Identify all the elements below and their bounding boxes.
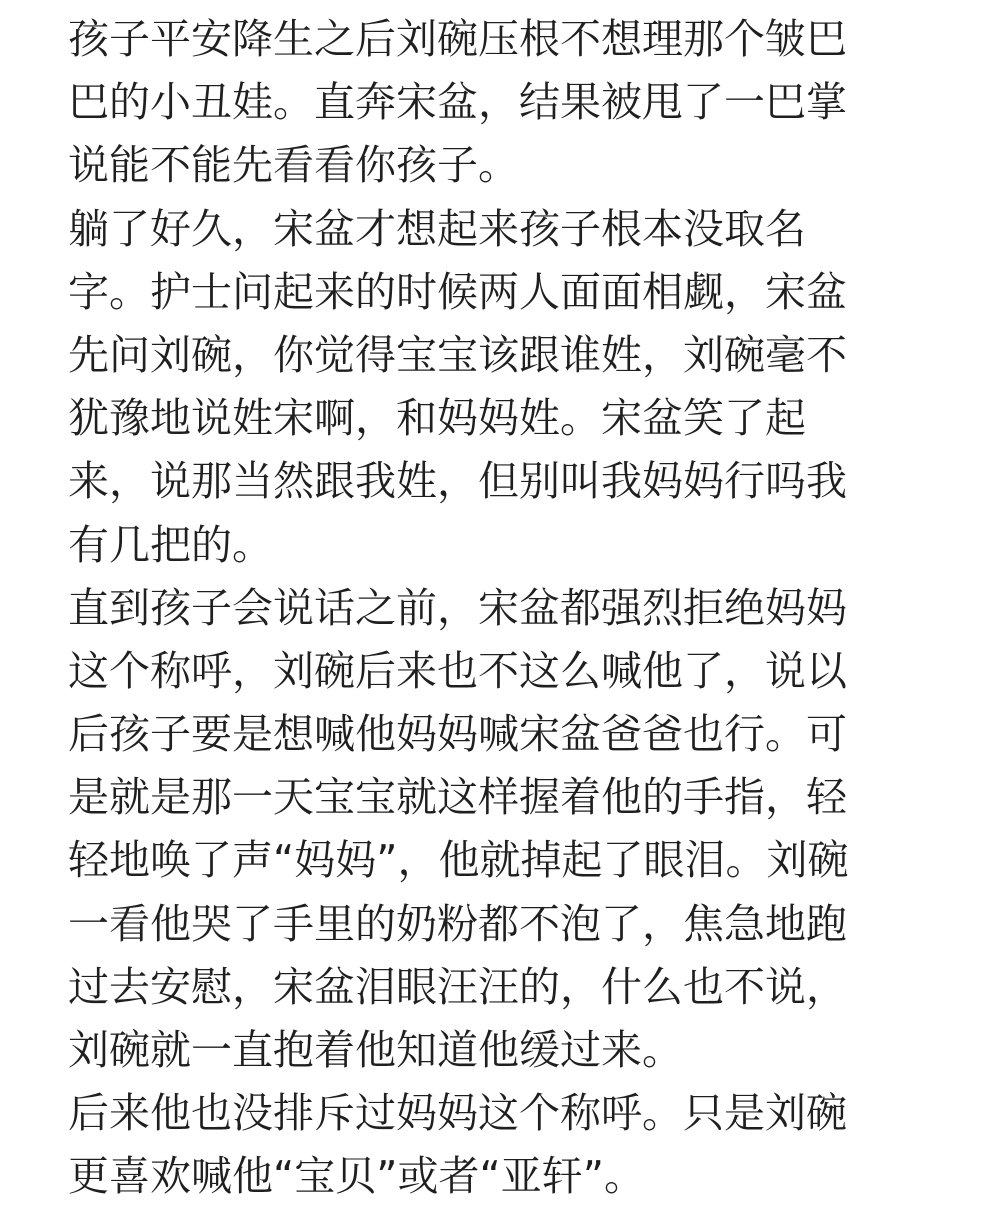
text-line: 巴的小丑娃。直奔宋盆，结果被甩了一巴掌 <box>68 78 847 127</box>
text-line: 是就是那一天宝宝就这样握着他的手指，轻 <box>68 773 847 822</box>
text-line: 来，说那当然跟我姓，但别叫我妈妈行吗我 <box>68 457 847 506</box>
text-line: 有几把的。 <box>68 520 273 569</box>
text-line: 先问刘碗，你觉得宝宝该跟谁姓，刘碗毫不 <box>68 330 847 379</box>
text-line: 一看他哭了手里的奶粉都不泡了，焦急地跑 <box>68 899 847 948</box>
text-line: 字。护士问起来的时候两人面面相觑，宋盆 <box>68 267 847 316</box>
text-line: 躺了好久，宋盆才想起来孩子根本没取名 <box>68 204 806 253</box>
text-line: 这个称呼，刘碗后来也不这么喊他了，说以 <box>68 646 847 695</box>
text-line: 孩子平安降生之后刘碗压根不想理那个皱巴 <box>68 15 847 63</box>
text-line: 后来他也没排斥过妈妈这个称呼。只是刘碗 <box>68 1089 847 1138</box>
text-line: 刘碗就一直抱着他知道他缓过来。 <box>68 1026 683 1074</box>
text-line: 犹豫地说姓宋啊，和妈妈姓。宋盆笑了起 <box>68 394 806 443</box>
text-line: 轻地唤了声“妈妈”，他就掉起了眼泪。刘碗 <box>68 836 849 885</box>
text-line: 说能不能先看看你孩子。 <box>68 141 519 190</box>
text-line: 更喜欢喊他“宝贝”或者“亚轩”。 <box>68 1152 645 1201</box>
story-text <box>68 8 928 1209</box>
text-line: 直到孩子会说话之前，宋盆都强烈拒绝妈妈 <box>68 583 847 632</box>
text-line: 后孩子要是想喊他妈妈喊宋盆爸爸也行。可 <box>68 710 847 759</box>
text-line: 过去安慰，宋盆泪眼汪汪的，什么也不说， <box>68 962 847 1011</box>
